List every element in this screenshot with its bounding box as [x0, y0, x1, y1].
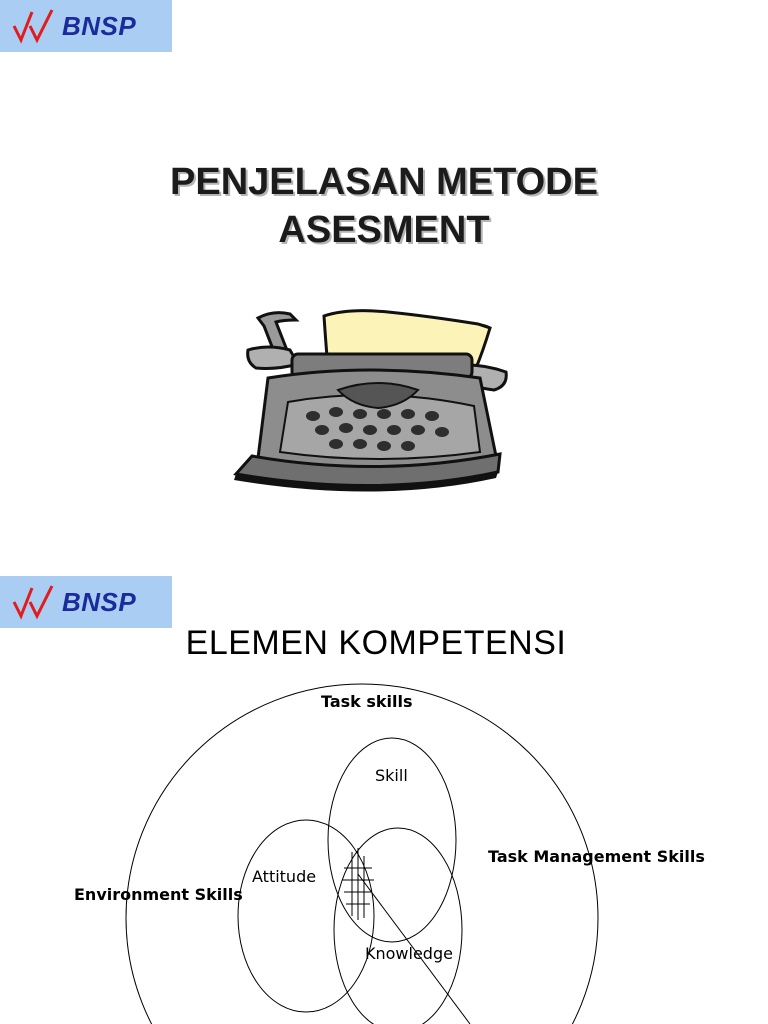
skill-label: Skill [375, 766, 408, 785]
slide-title-line-2: ASESMENT [278, 209, 490, 251]
bnsp-logo-2 [0, 576, 172, 628]
logo-text-2: BNSP [62, 586, 137, 617]
slide-title [0, 158, 768, 254]
competency-venn-diagram [0, 680, 768, 1024]
slide-2-title: ELEMEN KOMPETENSI [185, 624, 567, 662]
bnsp-logo [0, 0, 172, 52]
knowledge-label: Knowledge [365, 944, 453, 963]
intersection-hatch [342, 848, 374, 920]
check-marks-logo-icon [12, 584, 58, 620]
environment-skills-label: Environment Skills [74, 885, 243, 904]
task-management-skills-label: Task Management Skills [488, 847, 705, 866]
knowledge-circle [334, 828, 462, 1024]
logo-text: BNSP [62, 10, 137, 41]
attitude-circle [238, 820, 374, 1012]
attitude-label: Attitude [252, 867, 317, 886]
typewriter-icon [228, 306, 513, 501]
task-skills-label: Task skills [321, 692, 413, 711]
check-marks-logo-icon [12, 8, 58, 44]
slide-title-line-1: PENJELASAN METODE [170, 161, 598, 203]
